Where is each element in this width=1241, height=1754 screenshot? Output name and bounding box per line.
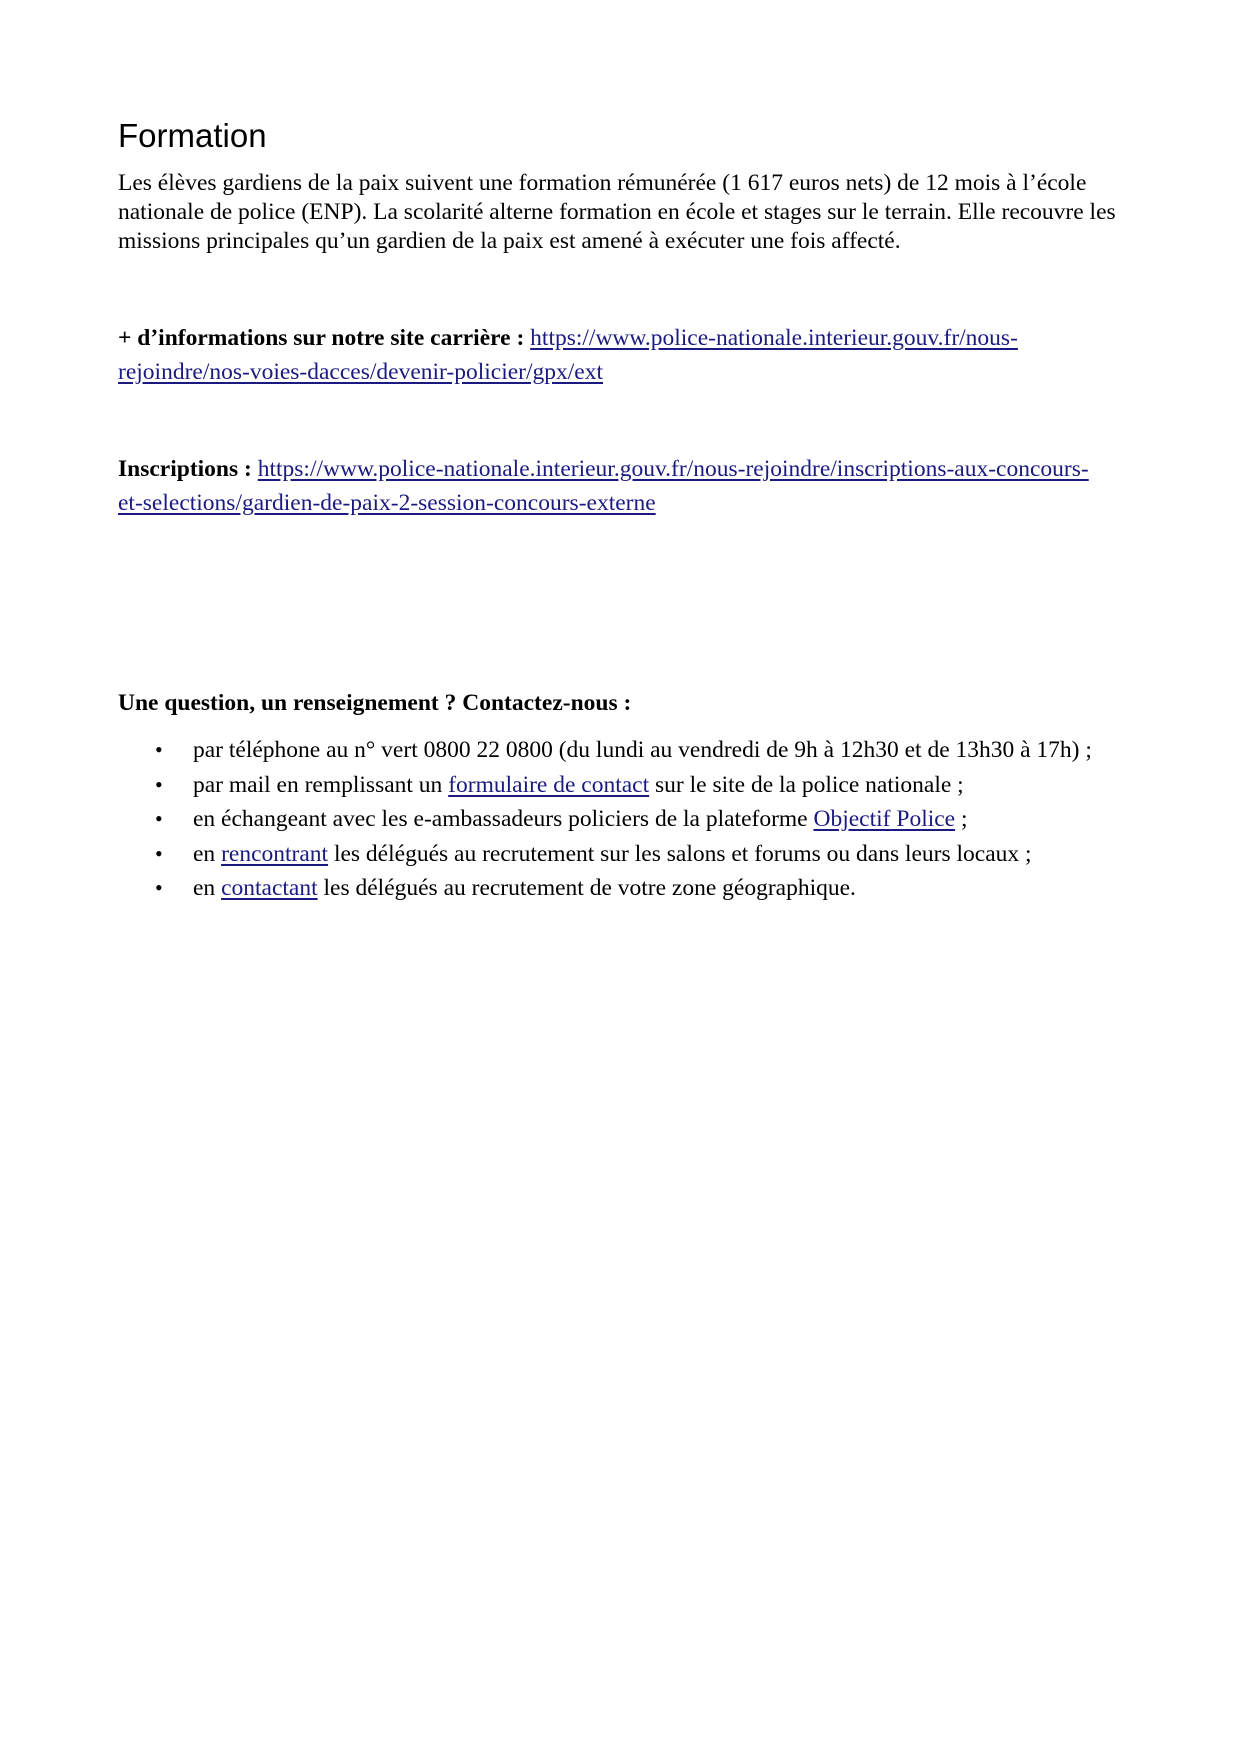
bullet-icon: • [155, 771, 163, 797]
inscriptions-paragraph [118, 452, 1148, 520]
inscriptions-link-line1[interactable]: https://www.police-nationale.interieur.gouv.fr/nous-rejoindre/inscriptions-aux-concours- [257, 456, 1089, 482]
contact-item-text-after: les délégués au recrutement sur les salons et forums ou dans leurs locaux ; [328, 840, 1032, 867]
contact-form-link[interactable]: formulaire de contact [448, 771, 650, 798]
inscriptions-link[interactable] [118, 456, 1089, 516]
contact-item-text-after: sur le site de la police nationale ; [649, 771, 964, 798]
career-label: + d’informations sur notre site carrière : [118, 325, 525, 351]
contact-item-mail [118, 768, 1158, 803]
inscriptions-label: Inscriptions : [118, 456, 252, 482]
contact-list [118, 733, 1158, 906]
contact-item-text-after: les délégués au recrutement de votre zone géographique. [317, 875, 856, 901]
intro-paragraph: Les élèves gardiens de la paix suivent une formation rémunérée (1 617 euros nets) de 12 mois à l’école nationale de police (ENP). La scolarité alterne formation en école et stages sur le terrain. Elle recouvre les missions principales qu’un gardien de la paix est amené à exécuter une fois affecté. [118, 170, 1116, 254]
rencontrant-link[interactable]: rencontrant [221, 840, 329, 867]
bullet-icon: • [155, 840, 163, 866]
contact-item-text-before: en [193, 840, 222, 867]
inscriptions-link-line2[interactable]: et-selections/gardien-de-paix-2-session-concours-externe [118, 490, 656, 516]
section-heading: Formation [118, 117, 267, 154]
contact-item-text: par téléphone au n° vert 0800 22 0800 (du lundi au vendredi de 9h à 12h30 et de 13h30 à 17h) ; [193, 737, 1092, 763]
contact-heading: Une question, un renseignement ? Contactez-nous : [118, 690, 632, 716]
bullet-icon: • [155, 806, 163, 831]
contact-item-text-before: par mail en remplissant un [193, 771, 449, 798]
bullet-icon: • [155, 737, 163, 762]
contact-item-text-before: en échangeant avec les e-ambassadeurs policiers de la plateforme [193, 806, 814, 832]
contact-item-ambassadors [118, 802, 1158, 837]
contact-item-phone [118, 733, 1158, 768]
contact-item-zone [118, 871, 1158, 906]
career-paragraph [118, 321, 1148, 389]
bullet-icon: • [155, 875, 163, 900]
career-link-line2[interactable]: rejoindre/nos-voies-dacces/devenir-policier/gpx/ext [118, 359, 604, 385]
objectif-police-link[interactable]: Objectif Police [813, 806, 956, 832]
contact-item-text-before: en [193, 875, 222, 901]
contact-item-meet [118, 837, 1158, 872]
career-link-line1[interactable]: https://www.police-nationale.interieur.gouv.fr/nous- [530, 325, 1018, 351]
contact-item-text-after: ; [955, 806, 968, 832]
contactant-link[interactable]: contactant [221, 875, 318, 901]
